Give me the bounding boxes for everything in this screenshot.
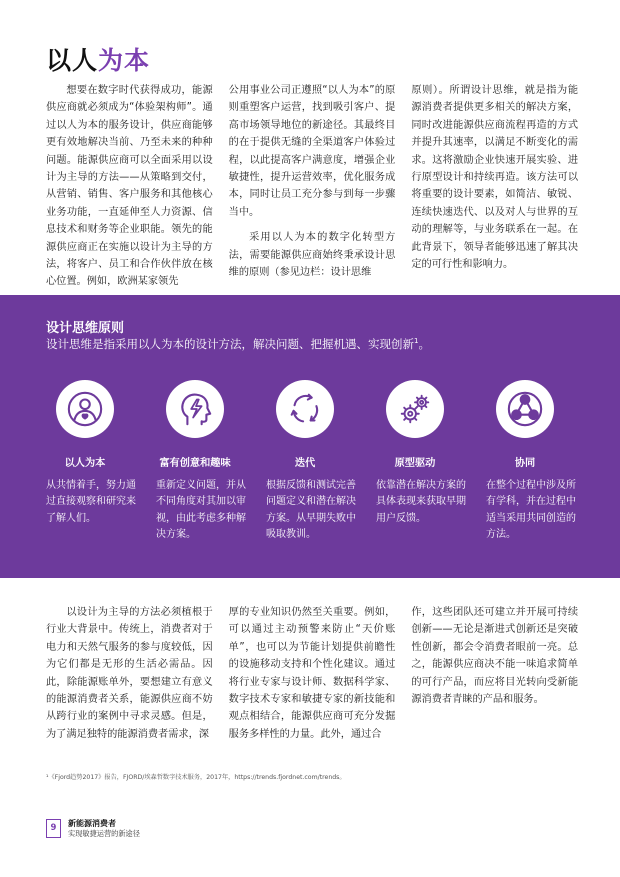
sidebar-title: 设计思维原则: [46, 321, 125, 336]
principle-label: 协同: [514, 458, 536, 469]
cycle-arrows-icon: [276, 380, 334, 438]
principle-label: 迭代: [294, 458, 316, 469]
sidebar-subtitle: 设计思维是指采用以人为本的设计方法，解决问题、把握机遇、实现创新$^1$。: [46, 337, 430, 351]
principle-description: 依靠潜在解决方案的具体表现来获取早期用户反馈。: [376, 480, 466, 524]
principle-label: 原型驱动: [394, 458, 436, 469]
body-paragraph-1: 以设计为主导的方法必须植根于行业大背景中。传统上，消费者对于电力和天然气服务的参与度较低，因为它们都是无形的生活必需品。因此，除能源账单外，要想建立有意义的能源消费者关系，能源供应商不妨从跨行业的案例中寻求灵感。但是，为了满足独特的能源消费者需求，深: [46, 607, 213, 740]
connected-circles-icon: [496, 380, 554, 438]
footnote-marker: 1: [414, 337, 419, 346]
body-paragraph-2: 厚的专业知识仍然至关重要。例如，可以通过主动预警来防止“天价账单”，也可以为节能计划提供前瞻性的设施移动支持和个性化建议。通过将行业专家与设计师、数据科学家、数字技术专家和敏捷专家的新技能和观点相结合，能源供应商可充分发掘服务多样性的力量。此外，通过合: [228, 607, 396, 740]
head-lightning-icon: [166, 380, 224, 438]
title-accent: 为本: [98, 46, 151, 75]
intro-paragraph-4: 原则）。所谓设计思维，就是指为能源消费者提供更多相关的解决方案，同时改进能源供应商流程再造的方式并提升其速率，以满足不断变化的需求。这将激励企业快速开展实验、进行原型设计和持续再造。该方法可以将重要的设计要素，如简洁、敏锐、连续快速迭代、以及对人与世界的互动的理解等，与业务联系在一起。在此背景下，领导者能够迅速了解其决定的可行性和影响力。: [411, 85, 579, 271]
principle-label: 富有创意和趣味: [159, 458, 231, 469]
person-heart-icon: [56, 380, 114, 438]
intro-paragraph-1: 想要在数字时代获得成功，能源供应商就必须成为“体验架构师”。通过以人为本的服务设计，供应商能够更有效地解决当前、乃至未来的种种问题。能源供应商可以全面采用以设计为主导的方法——从策略到交付，从营销、销售、客户服务和其他核心业务功能，一直延伸至人力资源、信息技术和财务等企业职能。领先的能源供应商正在实施以设计为主导的方法，将客户、员工和合作伙伴放在核心位置。例如，欧洲某家领先: [46, 85, 213, 288]
principles: [46, 380, 576, 550]
principle-description: 从共情着手，努力通过直接观察和研究来了解人们。: [46, 480, 136, 524]
intro-columns: [46, 82, 579, 288]
page-number: 9: [46, 819, 61, 838]
footer-subtitle: 实现敏捷运营的新途径: [68, 829, 140, 838]
principle-label: 以人为本: [64, 458, 106, 469]
intro-column-2: [228, 82, 396, 279]
intro-column-3: [411, 82, 578, 272]
body-column-3: [411, 604, 578, 734]
body-column-2: [228, 604, 396, 740]
title-prefix: 以人: [46, 46, 99, 75]
principle-description: 在整个过程中涉及所有学科，并在过程中适当采用共同创造的方法。: [486, 480, 576, 541]
intro-column-1: [46, 82, 213, 288]
sidebar-subtitle-text: 设计思维是指采用以人为本的设计方法，解决问题、把握机遇、实现创新: [46, 337, 414, 351]
page-title: [46, 41, 150, 77]
footnote: ¹《Fjord趋势2017》报告，FJORD/埃森哲数字技术服务，2017年，https://trends.fjordnet.com/trends。: [46, 774, 346, 781]
body-columns: [46, 604, 579, 740]
body-column-1: [46, 604, 213, 740]
gears-icon: [386, 380, 444, 438]
principle-description: 重新定义问题，并从不同角度对其加以审视，由此考虑多种解决方案。: [156, 480, 246, 541]
intro-paragraph-2: 公用事业公司正遵照“以人为本”的原则重塑客户运营，找到吸引客户、提高市场领导地位的新途径。其最终目的在于提供无缝的全渠道客户体验过程，以此提高客户满意度，增强企业敏捷性，提升运营效率，优化服务成本，同时让员工充分参与到每一步骤当中。: [228, 85, 396, 218]
intro-paragraph-3: 采用以人为本的数字化转型方法，需要能源供应商始终秉承设计思维的原则（参见边栏：设计思维: [228, 232, 396, 279]
page-footer: [46, 817, 346, 843]
footer-title: 新能源消费者: [68, 819, 116, 828]
body-paragraph-3: 作，这些团队还可建立并开展可持续创新——无论是渐进式创新还是突破性创新，都会令消费者眼前一亮。总之，能源供应商决不能一味追求简单的可行产品，而应将目光转向受新能源消费者青睐的产品和服务。: [411, 607, 579, 706]
principle-description: 根据反馈和测试完善问题定义和潜在解决方案。从早期失败中吸取教训。: [266, 480, 356, 541]
